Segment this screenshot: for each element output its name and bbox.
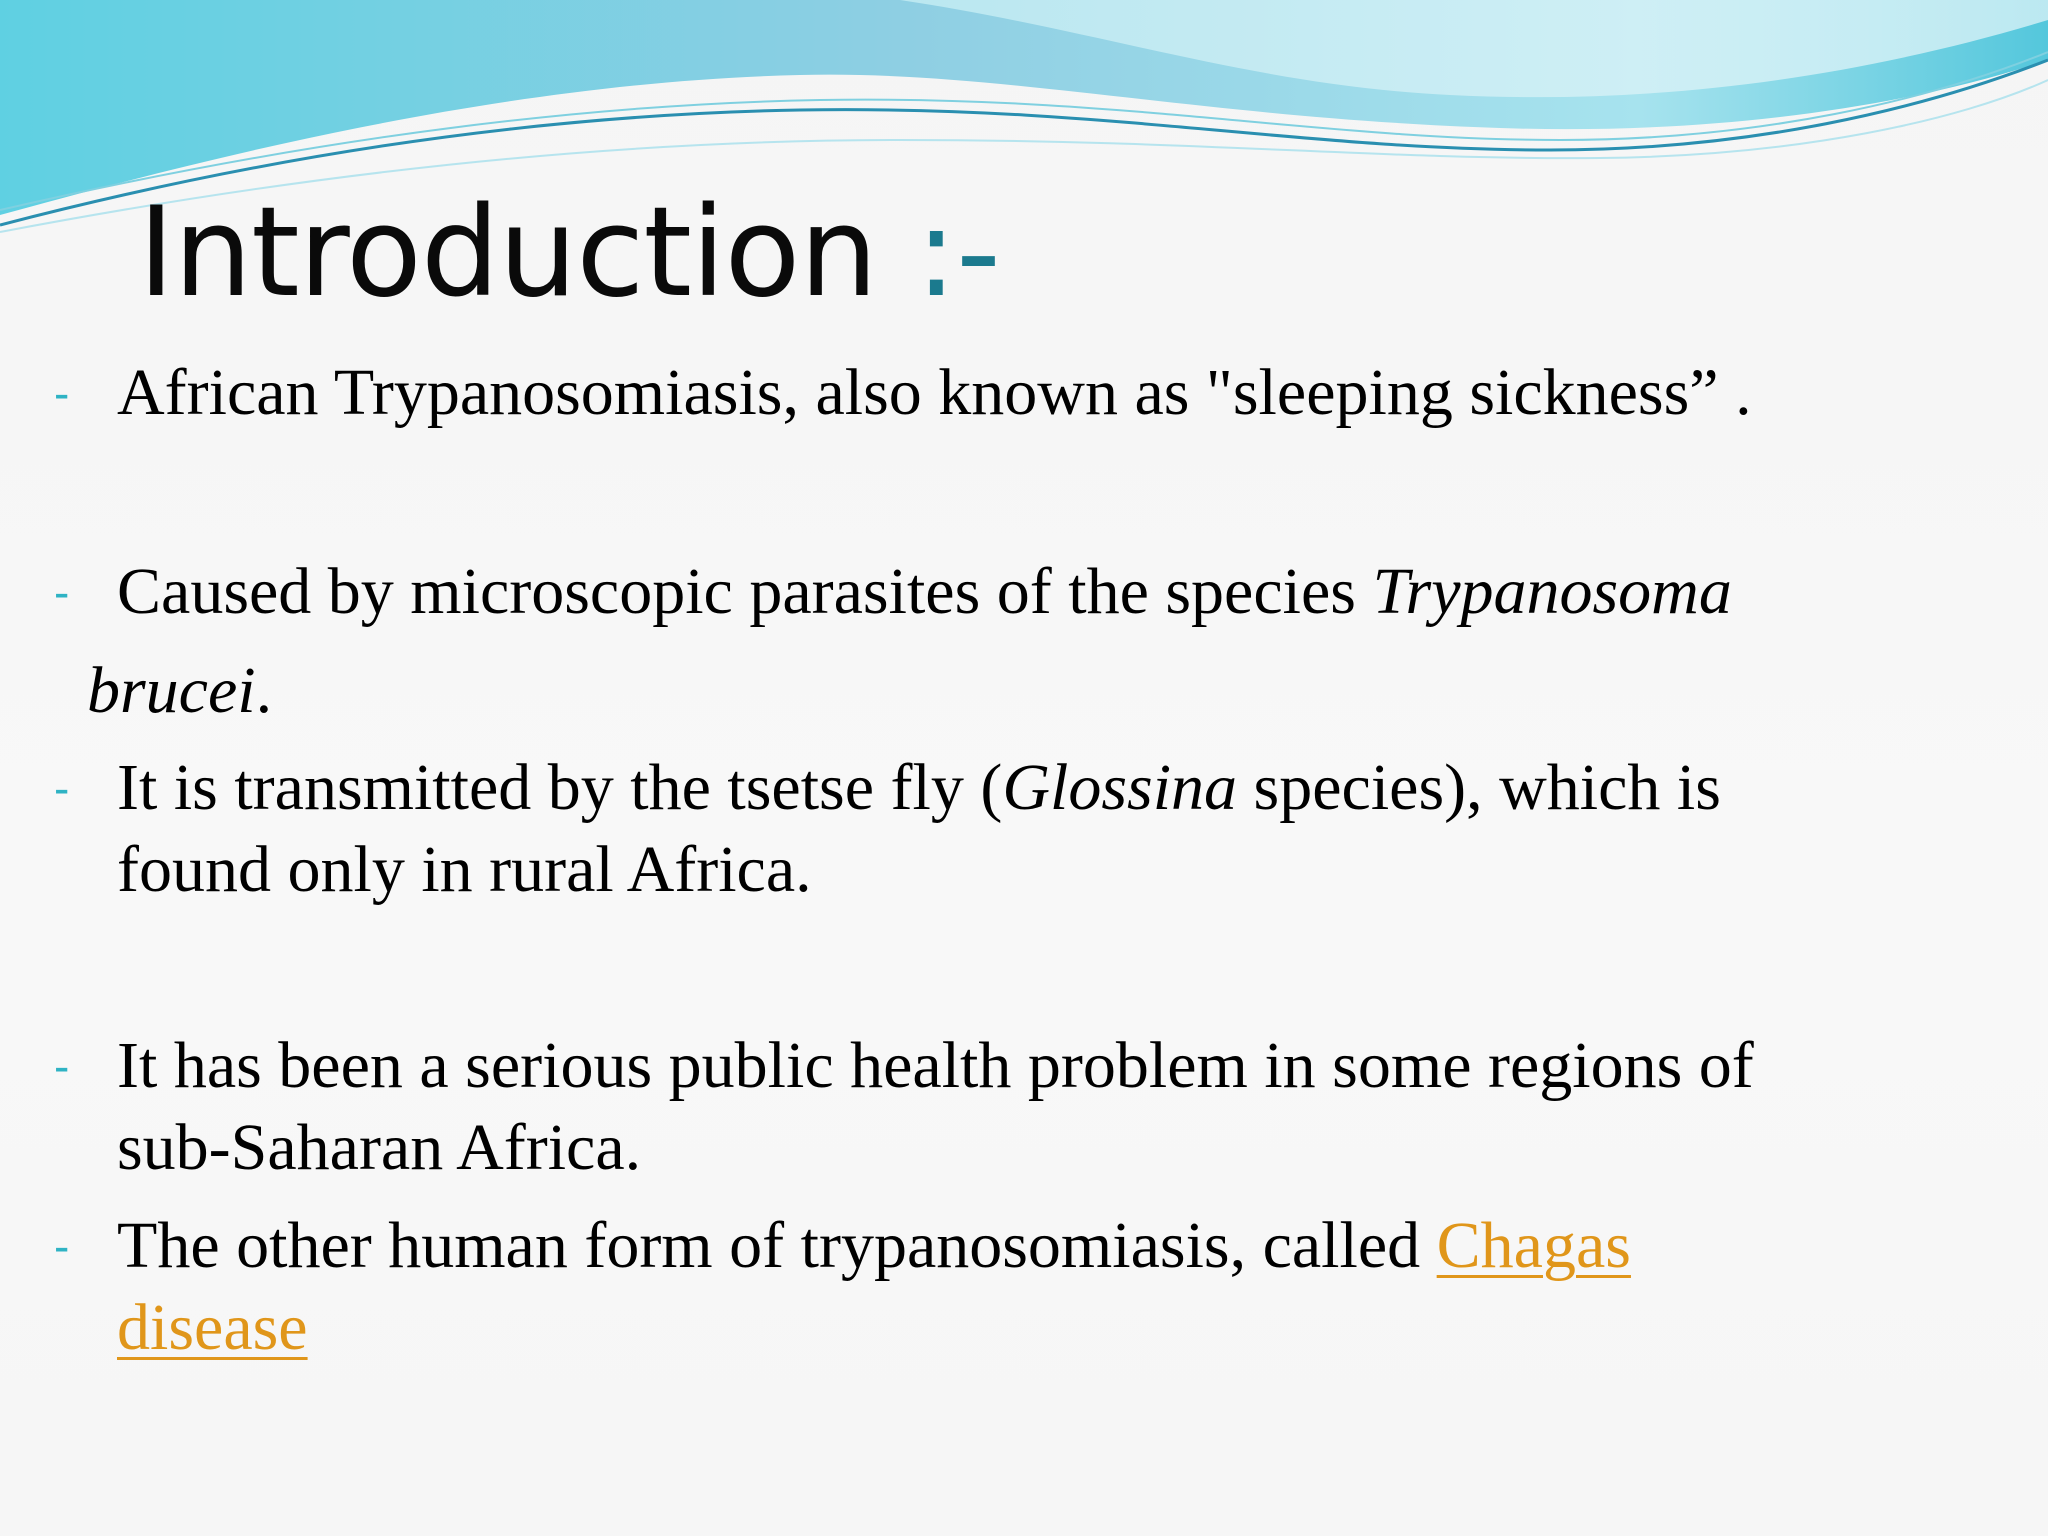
bullet-text-part: found only in rural Africa. <box>117 833 812 906</box>
bullet-continuation <box>87 650 272 732</box>
link-text[interactable]: disease <box>117 1291 308 1364</box>
bullet-dash-icon: - <box>54 762 70 814</box>
title-text: Introduction <box>138 181 916 325</box>
bullet-text-part: species), which is <box>1237 751 1721 824</box>
bullet-dash-icon: - <box>54 566 70 618</box>
bullet-text <box>117 747 1994 911</box>
bullet-text <box>117 1205 1994 1369</box>
bullet-text-part: . <box>255 654 273 727</box>
bullet-text <box>117 352 1994 434</box>
bullet-text-part: It has been a serious public health problem in some regions of <box>117 1029 1754 1102</box>
genus-name: Glossina <box>1002 751 1238 824</box>
bullet-dash-icon: - <box>54 367 70 419</box>
species-name: brucei <box>87 654 256 727</box>
bullet-text-part: The other human form of trypanosomiasis, called <box>117 1209 1437 1282</box>
species-name: Trypanosoma <box>1372 555 1732 628</box>
bullet-item <box>54 352 1994 434</box>
bullet-item <box>54 1205 1994 1369</box>
bullet-item <box>54 551 1994 633</box>
bullet-text-part: sub-Saharan Africa. <box>117 1111 642 1184</box>
bullet-item <box>54 1025 1994 1189</box>
bullet-text <box>117 1025 1994 1189</box>
title-accent: :- <box>915 181 1000 325</box>
bullet-text-part: Caused by microscopic parasites of the species <box>117 555 1373 628</box>
bullet-dash-icon: - <box>54 1220 70 1272</box>
bullet-dash-icon: - <box>54 1040 70 1092</box>
bullet-text <box>117 551 1994 633</box>
bullet-item <box>54 747 1994 911</box>
link-text[interactable]: Chagas <box>1436 1209 1631 1282</box>
bullet-text-part: African Trypanosomiasis, also known as "sleeping sickness” . <box>117 356 1752 429</box>
bullet-text-part: It is transmitted by the tsetse fly ( <box>117 751 1003 824</box>
